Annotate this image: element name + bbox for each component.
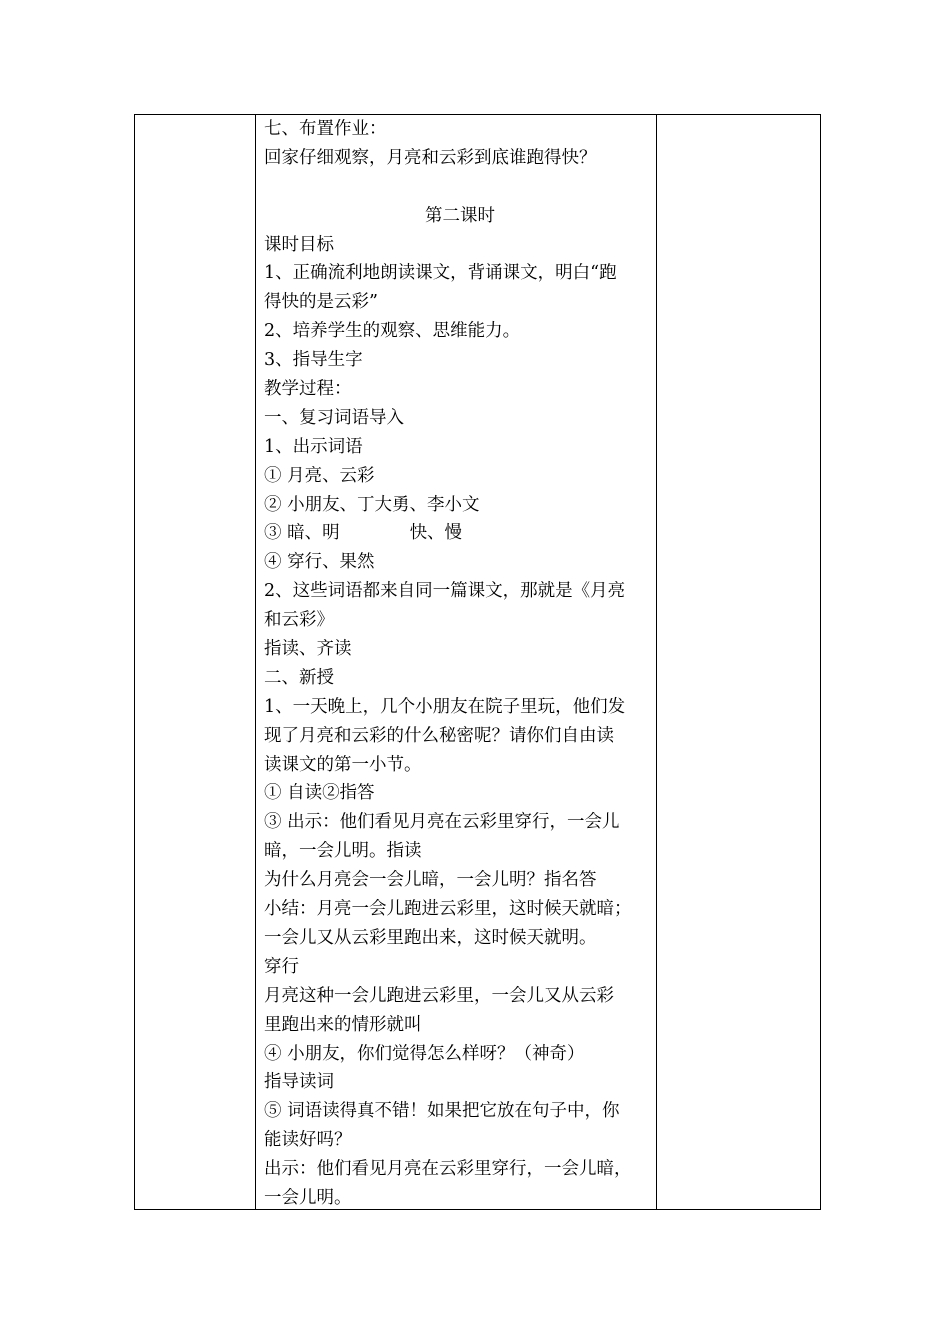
blank-line (264, 173, 656, 202)
text-line: 能读好吗？ (264, 1130, 352, 1151)
text-line: 穿行 (264, 956, 299, 977)
text-line: 1、正确流利地朗读课文，背诵课文，明白“跑 (264, 263, 617, 284)
text-line: ② 小朋友、丁大勇、李小文 (264, 494, 480, 515)
text-line: 指导读词 (264, 1072, 334, 1093)
lesson-content-cell (264, 115, 656, 1213)
text-line: 和云彩》 (264, 610, 334, 631)
text-line: ① 月亮、云彩 (264, 465, 375, 486)
text-line: 现了月亮和云彩的什么秘密呢？请你们自由读 (264, 725, 614, 746)
text-line: 1、出示词语 (264, 436, 363, 457)
column-divider (656, 115, 657, 1209)
text-line: 得快的是云彩” (264, 292, 378, 313)
section-title: 第二课时 (425, 205, 495, 226)
column-divider (255, 115, 256, 1209)
text-line: 一、复习词语导入 (264, 407, 404, 428)
text-line: 小结：月亮一会儿跑进云彩里，这时候天就暗； (264, 899, 632, 920)
text-line: 一会儿又从云彩里跑出来，这时候天就明。 (264, 927, 597, 948)
text-line: 月亮这种一会儿跑进云彩里，一会儿又从云彩 (264, 985, 614, 1006)
text-line: ④ 小朋友，你们觉得怎么样呀？（神奇） (264, 1043, 585, 1064)
text-line (264, 519, 656, 548)
text-line: 出示：他们看见月亮在云彩里穿行，一会儿暗， (264, 1159, 632, 1180)
text-line: 教学过程： (264, 379, 352, 400)
text-line: 2、培养学生的观察、思维能力。 (264, 321, 521, 342)
word-pair: ③ 暗、明 (264, 523, 340, 544)
text-line: 二、新授 (264, 667, 334, 688)
text-line: 七、布置作业： (264, 119, 387, 139)
text-line: 1、一天晚上，几个小朋友在院子里玩，他们发 (264, 696, 626, 717)
text-line: 课时目标 (264, 234, 334, 255)
text-line: 一会儿明。 (264, 1187, 352, 1208)
text-line: 里跑出来的情形就叫 (264, 1014, 422, 1035)
text-line: ⑤ 词语读得真不错！如果把它放在句子中，你 (264, 1101, 620, 1122)
text-line: 回家仔细观察，月亮和云彩到底谁跑得快？ (264, 147, 597, 168)
word-pair: 快、慢 (409, 523, 463, 544)
text-line: 暗，一会儿明。指读 (264, 841, 422, 862)
text-line: ④ 穿行、果然 (264, 552, 375, 573)
text-line: 读课文的第一小节。 (264, 754, 422, 775)
text-line: 为什么月亮会一会儿暗，一会儿明？指名答 (264, 870, 597, 891)
text-line: 3、指导生字 (264, 350, 363, 371)
text-line: 2、这些词语都来自同一篇课文，那就是《月亮 (264, 581, 626, 602)
text-line: ③ 出示：他们看见月亮在云彩里穿行，一会儿 (264, 812, 620, 833)
text-line: 指读、齐读 (264, 639, 352, 660)
text-line: ① 自读②指答 (264, 783, 375, 804)
